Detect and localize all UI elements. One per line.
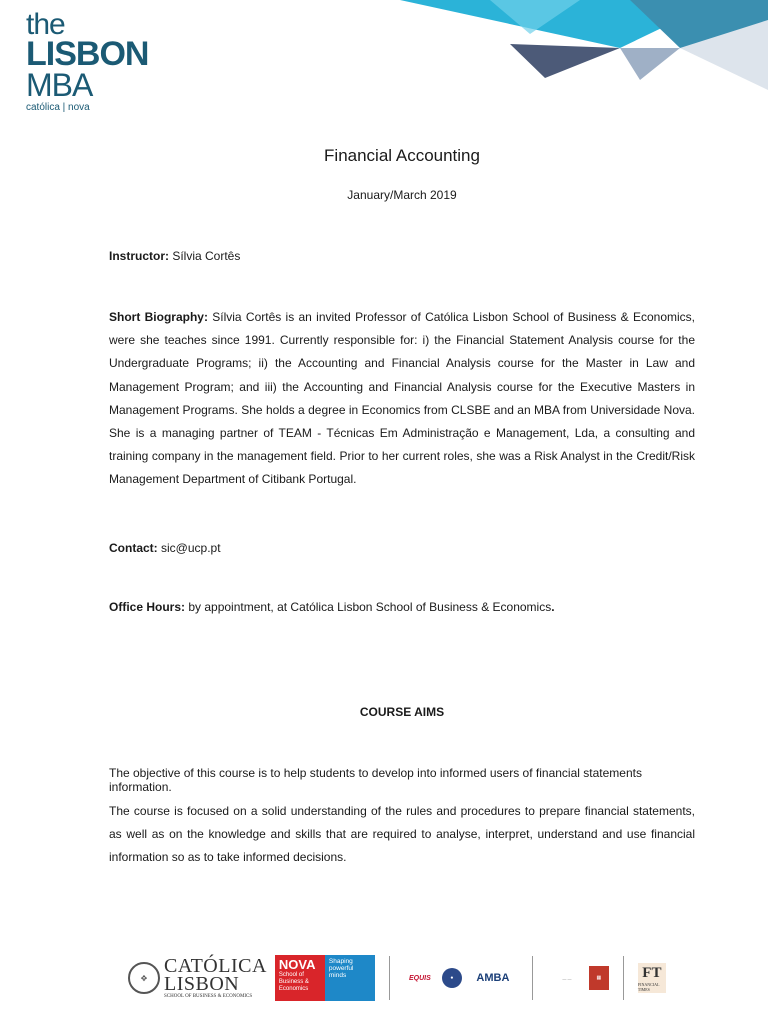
instructor-line [109,249,695,263]
office-hours-value: by appointment, at Católica Lisbon School of Business & Economics [185,600,552,614]
catolica-text: CATÓLICA [164,954,267,977]
partner-caption: — — [562,975,572,981]
office-hours-period: . [551,600,555,614]
course-aims-paragraph-2: The course is focused on a solid understanding of the rules and procedures to prepare financial statements, as well as on the knowledge and skills that are required to analyse, interpret, understand and use financial information so as to take informed decisions. [109,804,695,865]
equis-badge: EQUIS [408,974,431,982]
contact-line [109,541,695,555]
logo-line-mba: MBA [26,67,93,103]
contact-email: sic@ucp.pt [157,541,221,555]
catolica-seal-icon: ✥ [128,962,160,994]
office-hours-line [109,600,695,614]
nova-title: NOVA [278,957,316,972]
amba-badge [468,972,518,984]
instructor-name: Sílvia Cortês [169,249,241,263]
short-biography [109,306,695,492]
footer-divider-2 [532,956,533,1000]
footer-logos [128,952,668,1004]
partner-crest-icon: ▦ [589,966,609,990]
footer-divider [389,956,390,1000]
ft-text: FT [642,964,662,981]
office-hours-label: Office Hours: [109,600,186,614]
logo-line-lisbon: LISBON [26,35,149,73]
catolica-subtitle: SCHOOL OF BUSINESS & ECONOMICS [164,993,253,999]
lisbon-text: LISBON [164,972,240,995]
financial-times-logo [638,963,666,993]
nova-logo [275,955,325,1001]
bio-text: Sílvia Cortês is an invited Professor of Católica Lisbon School of Business & Economics, were she teaches since 1991. Currently responsible for: i) the Financial Statement Analysis course for the Undergraduate Programs; ii) the Accounting and Financial Analysis course for the Master in Law and Management Program; and iii) the Accounting and Financial Analysis course for the Executive Masters in Management Programs. She holds a degree in Economics from CLSBE and an MBA from Universidade Nova. She is a managing partner of TEAM - Técnicas Em Administração e Management, Lda, a consulting and training company in the management field. Prior to her current roles, she was a Risk Analyst in the Credit/Risk Management Department of Citibank Portugal. [109,310,695,487]
amba-text: AMBA [476,972,510,984]
ft-subtitle: FINANCIAL TIMES [637,981,660,992]
document-title: Financial Accounting [324,146,480,165]
footer-divider-3 [623,956,624,1000]
logo-line-catolica-nova: católica | nova [26,102,90,113]
nova-subtitle: School of Business & Economics [278,972,309,992]
contact-label: Contact: [109,541,158,555]
accreditation-seal-icon: ● [442,968,462,988]
bio-label: Short Biography: [109,310,208,324]
course-aims-heading: COURSE AIMS [359,705,445,719]
header-decoration [380,0,768,100]
course-aims-paragraph-1: The objective of this course is to help students to develop into informed users of financial statements information. [109,766,642,794]
course-date: January/March 2019 [347,188,457,202]
instructor-label: Instructor: [109,249,169,263]
shaping-minds-tagline: Shaping powerful minds [325,955,375,1001]
catolica-lisbon-logo [128,954,267,1000]
logo-line-the: the [26,8,65,41]
lisbon-mba-logo [26,8,166,114]
